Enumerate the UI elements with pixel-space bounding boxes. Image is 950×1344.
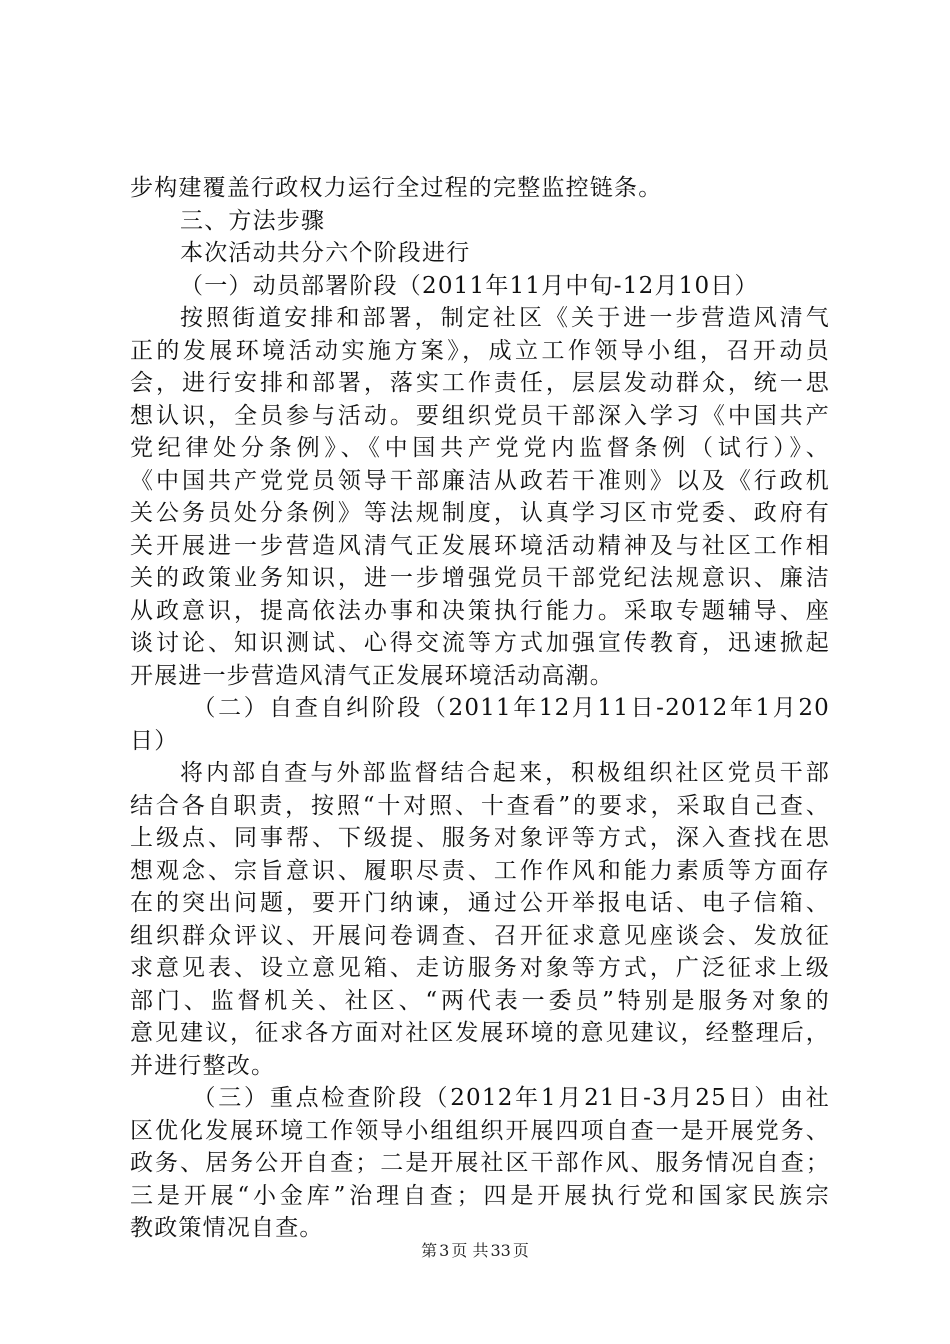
text-line: 想观念、宗旨意识、履职尽责、工作作风和能力素质等方面存 — [130, 857, 830, 884]
page-footer — [0, 1241, 950, 1261]
text-line: （一）动员部署阶段（2011年11月中旬-12月10日） — [180, 272, 759, 299]
text-line: 求意见表、设立意见箱、走访服务对象等方式，广泛征求上级 — [130, 955, 830, 981]
text-line: 政务、居务公开自查；二是开展社区干部作风、服务情况自查； — [130, 1150, 830, 1176]
text-line: 关开展进一步营造风清气正发展环境活动精神及与社区工作相 — [130, 532, 830, 559]
text-line: 部门、监督机关、社区、“两代表一委员”特别是服务对象的 — [130, 987, 830, 1014]
text-line: 《中国共产党党员领导干部廉洁从政若干准则》以及《行政机 — [130, 467, 830, 494]
text-line: 开展进一步营造风清气正发展环境活动高潮。 — [130, 662, 614, 689]
text-line: 本次活动共分六个阶段进行 — [180, 240, 471, 266]
text-line: 上级点、同事帮、下级提、服务对象评等方式，深入查找在思 — [130, 825, 830, 851]
text-line: 组织群众评议、开展问卷调查、召开征求意见座谈会、发放征 — [130, 922, 830, 949]
text-line: 步构建覆盖行政权力运行全过程的完整监控链条。 — [130, 175, 663, 201]
text-line: 教政策情况自查。 — [130, 1215, 324, 1241]
text-line: 关的政策业务知识，进一步增强党员干部党纪法规意识、廉洁 — [130, 565, 830, 591]
text-line: 区优化发展环境工作领导小组组织开展四项自查一是开展党务、 — [130, 1117, 830, 1144]
text-line: 在的突出问题，要开门纳谏，通过公开举报电话、电子信箱、 — [130, 890, 830, 916]
text-line: 想认识，全员参与活动。要组织党员干部深入学习《中国共产 — [130, 402, 830, 429]
text-line: 三是开展“小金库”治理自查；四是开展执行党和国家民族宗 — [130, 1182, 830, 1209]
text-line: 结合各自职责，按照“十对照、十查看”的要求，采取自己查、 — [130, 792, 830, 819]
footer-total-pages: 33 — [490, 1241, 511, 1260]
text-line: 并进行整改。 — [130, 1052, 276, 1079]
text-line: （三）重点检查阶段（2012年1月21日-3月25日）由社 — [192, 1085, 830, 1111]
footer-suffix: 页 — [512, 1241, 529, 1260]
footer-middle: 页 共 — [451, 1241, 489, 1260]
text-line: 意见建议，征求各方面对社区发展环境的意见建议，经整理后， — [130, 1020, 830, 1046]
document-body — [130, 172, 830, 1245]
text-line: （二）自查自纠阶段（2011年12月11日-2012年1月20 — [192, 695, 830, 721]
text-line: 关公务员处分条例》等法规制度，认真学习区市党委、政府有 — [130, 500, 830, 526]
text-line: 将内部自查与外部监督结合起来，积极组织社区党员干部 — [180, 760, 830, 786]
footer-current-page: 3 — [439, 1241, 450, 1260]
text-line: 日） — [130, 727, 179, 754]
text-line: 从政意识，提高依法办事和决策执行能力。采取专题辅导、座 — [130, 597, 830, 624]
text-line: 党纪律处分条例》、《中国共产党党内监督条例（试行）》、 — [130, 435, 830, 461]
text-line: 按照街道安排和部署，制定社区《关于进一步营造风清气 — [180, 305, 830, 331]
footer-prefix: 第 — [421, 1241, 438, 1260]
text-line: 正的发展环境活动实施方案》，成立工作领导小组，召开动员 — [130, 337, 830, 364]
text-line: 会，进行安排和部署，落实工作责任，层层发动群众，统一思 — [130, 370, 830, 396]
text-line: 谈讨论、知识测试、心得交流等方式加强宣传教育，迅速掀起 — [130, 630, 830, 656]
text-line: 三、方法步骤 — [180, 207, 326, 234]
